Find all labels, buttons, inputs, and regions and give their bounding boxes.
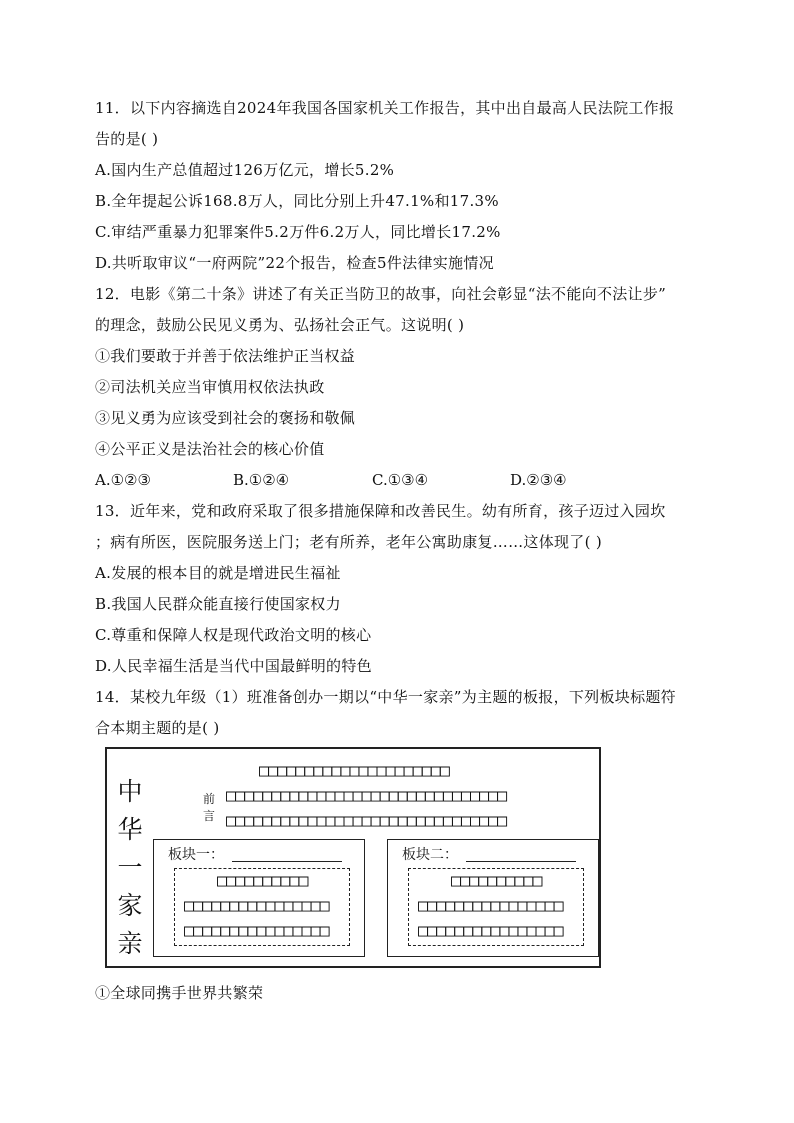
- q12-stem-line2: 的理念，鼓励公民见义勇为、弘扬社会正气。这说明( ): [95, 316, 465, 334]
- q12-option-a: A.①②③: [95, 471, 151, 489]
- preface-label: [200, 791, 218, 825]
- poster-panel-1: [153, 839, 365, 957]
- q11-option-b: B.全年提起公诉168.8万人，同比分别上升47.1%和17.3%: [95, 192, 499, 210]
- q12-option-b: B.①②④: [233, 471, 290, 489]
- q11-option-d: D.共听取审议“一府两院”22个报告，检查5件法律实施情况: [95, 254, 494, 272]
- preface-box-row-1: □□□□□□□□□□□□□□□□□□□□□: [259, 761, 449, 781]
- panel-box-row: □□□□□□□□□□□□□□□□: [184, 896, 329, 916]
- q11-stem-line1: 11．以下内容摘选自2024年我国各国家机关工作报告，其中出自最高人民法院工作报: [95, 99, 675, 117]
- poster-title-char: 华: [117, 815, 143, 844]
- q12-option-d: D.②③④: [510, 471, 567, 489]
- q11-option-c: C.审结严重暴力犯罪案件5.2万件6.2万人，同比增长17.2%: [95, 223, 501, 241]
- panel-box-row: □□□□□□□□□□: [451, 871, 542, 891]
- preface-char: 前: [202, 792, 215, 806]
- poster-title-char: 中: [117, 777, 143, 806]
- q12-option-c: C.①③④: [372, 471, 429, 489]
- q11-option-a: A.国内生产总值超过126万亿元，增长5.2%: [95, 161, 395, 179]
- panel-box-row: □□□□□□□□□□□□□□□□: [418, 921, 563, 941]
- q12-item-2: ②司法机关应当审慎用权依法执政: [95, 378, 325, 396]
- panel-2-label: 板块二：: [402, 847, 458, 863]
- q12-item-3: ③见义勇为应该受到社会的褒扬和敬佩: [95, 409, 356, 427]
- poster-panel-2: [387, 839, 599, 957]
- q13-option-a: A.发展的根本目的就是增进民生福祉: [95, 564, 341, 582]
- panel-1-label: 板块一：: [168, 847, 224, 863]
- poster-title-char: 一: [117, 853, 143, 882]
- poster-vertical-title: [113, 773, 147, 963]
- blackboard-poster-figure: [105, 747, 601, 968]
- preface-box-row-2: □□□□□□□□□□□□□□□□□□□□□□□□□□□□□□□: [226, 786, 507, 806]
- q13-option-c: C.尊重和保障人权是现代政治文明的核心: [95, 626, 372, 644]
- q13-option-d: D.人民幸福生活是当代中国最鲜明的特色: [95, 657, 372, 675]
- preface-box-row-3: □□□□□□□□□□□□□□□□□□□□□□□□□□□□□□□: [226, 811, 507, 831]
- q11-stem-line2: 告的是( ): [95, 130, 159, 148]
- preface-char: 言: [202, 809, 215, 823]
- panel-box-row: □□□□□□□□□□□□□□□□: [184, 921, 329, 941]
- q14-item-1: ①全球同携手世界共繁荣: [95, 984, 264, 1002]
- q14-stem-line2: 合本期主题的是( ): [95, 719, 220, 737]
- q14-stem-line1: 14．某校九年级（1）班准备创办一期以“中华一家亲”为主题的板报，下列板块标题符: [95, 688, 676, 706]
- q12-item-4: ④公平正义是法治社会的核心价值: [95, 440, 325, 458]
- panel-box-row: □□□□□□□□□□: [217, 871, 308, 891]
- panel-2-title-blank: [466, 861, 576, 862]
- poster-title-char: 家: [117, 891, 143, 920]
- panel-2-dashed-area: [408, 868, 584, 946]
- q13-stem-line2: ；病有所医，医院服务送上门；老有所养，老年公寓助康复……这体现了( ): [95, 533, 602, 551]
- q12-item-1: ①我们要敢于并善于依法维护正当权益: [95, 347, 356, 365]
- poster-title-char: 亲: [117, 929, 143, 958]
- q12-stem-line1: 12．电影《第二十条》讲述了有关正当防卫的故事，向社会彰显“法不能向不法让步”: [95, 285, 667, 303]
- panel-box-row: □□□□□□□□□□□□□□□□: [418, 896, 563, 916]
- q13-option-b: B.我国人民群众能直接行使国家权力: [95, 595, 341, 613]
- panel-1-dashed-area: [174, 868, 350, 946]
- q13-stem-line1: 13．近年来，党和政府采取了很多措施保障和改善民生。幼有所育，孩子迈过入园坎: [95, 502, 666, 520]
- panel-1-title-blank: [232, 861, 342, 862]
